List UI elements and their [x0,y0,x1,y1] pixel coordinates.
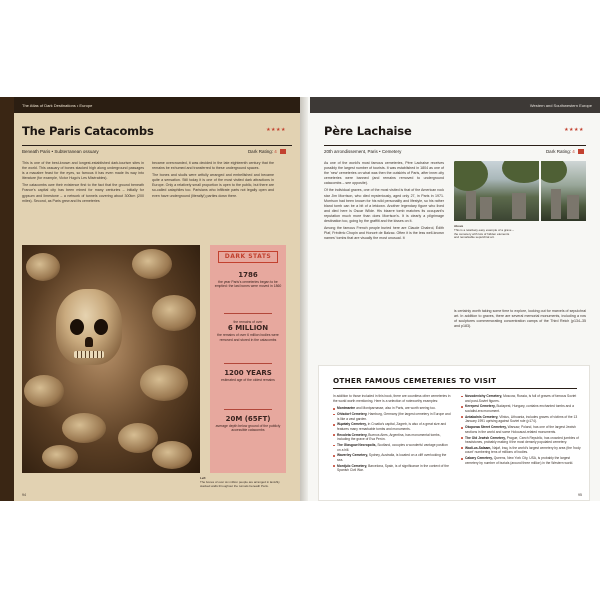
caption-text: The bones of over six million people are arranged in lavishly stacked walls throughout the tunnels beneath Paris. [200,479,280,488]
right-running-header [310,97,600,113]
cemetery-desc: Warsaw, Poland, has one of the largest Jewish sections in the world and some Holocaust-related monuments. [465,425,576,434]
caption-label: Left [200,476,206,480]
dark-rating [546,149,584,154]
cemetery-desc: Hamburg, Germany (the largest cemetery in Europe and is like a vast garden. [337,411,451,421]
cemetery-name: The Glasgow Necropolis, [337,443,377,448]
box-column-2 [461,394,581,467]
stat-description: the year Paris's cemeteries began to be emptied: the last bones were moved in 1860 [214,280,282,289]
list-item [333,422,451,431]
stat-description: estimated age of the oldest remains [221,378,275,382]
stat-value: 20M (65FT) [225,415,271,423]
cemetery-name: Okopowa Street Cemetery, [465,425,507,430]
body-paragraph: The catacombs owe their existence first to the fact that the ground beneath France's capital city has been mined for many centuries – initially for gypsum and limestone – a network of tunnels covering about 300km (200 miles). Second, as Paris grew and its cemeteries [22,183,144,203]
body-column-2 [454,309,586,357]
body-column-1 [324,161,444,361]
tree-shape [454,161,488,191]
list-item [461,415,581,424]
dark-rating-label: Dark Rating: [247,148,273,154]
left-subtitle-row [22,145,292,155]
cemetery-name: Montjuïc Cemetery, [337,463,368,468]
bone-shape [42,445,78,469]
dark-rating-value: 4 [274,148,277,154]
eye-socket [70,319,84,335]
left-title-row [22,121,292,145]
body-paragraph: is certainly worth taking some time to explore, looking out for marvels of sepulchral art. In addition to graves, there are several memorial monuments, including a row of sculptures commemorating concentration camps of the Third Reich (p134–35 and p183). [454,309,586,329]
page-bleed-edge [0,97,14,501]
right-subtitle-row [324,145,586,155]
list-item [333,464,451,473]
cemetery-desc: Moscow, Russia, is full of graves of famous Soviet and post-Soviet figures. [465,394,577,403]
list-item [333,453,451,462]
tomb-shape [567,195,579,219]
list-item [461,436,581,445]
cemetery-name: Kerepesi Cemetery, [465,404,496,409]
tree-shape [502,161,539,183]
body-paragraph: This is one of the best-known and longest-established dark-tourism sites in the world. This ossuary of bones stacked high along underground passages is a macabre feast for the eyes, so famous it has even made its way into literature (for example, Victor Hugo's Les Misérables). [22,161,144,181]
cemetery-name: Antakalnis Cemetery, [465,414,499,419]
cemetery-name: Ohlsdorf Cemetery, [337,411,368,416]
box-title-rule [333,388,577,389]
box-title: OTHER FAMOUS CEMETERIES TO VISIT [333,376,497,385]
stat-description: the remains of over 6 million bodies were removed and stored in the catacombs [217,333,279,342]
bone-shape [152,295,196,331]
caption-text: This is a relatively easy example of a grave – the cemetery with lots of hidden elements and remarkable sepulchral art. [454,227,514,240]
cemetery-desc: and Montparnasse, also in Paris, are worth seeing too. [356,406,436,411]
cemetery-desc: Sydney, Australia, is located on a cliff overlooking the sea. [337,453,447,463]
tomb-shape [551,189,561,219]
cemetery-desc: Budapest, Hungary, contains enchanted tombs and a socialist-era monument. [465,404,574,413]
page-number: 95 [578,493,582,497]
star-rating-icon: ★★★★ [266,127,286,133]
dark-rating-value: 4 [572,148,575,154]
caption-label: Above [454,224,464,228]
list-item [461,425,581,434]
dark-rating-label: Dark Rating: [545,148,571,154]
list-item [461,456,581,465]
cemetery-name: Waverley Cemetery, [337,453,368,458]
cemetery-desc: Buenos Aires, Argentina, has monumental tombs, including the grave of Eva Perón. [337,432,441,442]
dark-rating [248,149,286,154]
cemetery-desc: Queens, New York City, USA, is probably the largest cemetery by number of burials (around three million) in the Western world. [465,456,574,465]
photo-caption [200,477,280,488]
tomb-shape [480,197,492,219]
cemetery-desc: Barcelona, Spain, is of significance in the context of the Spanish Civil War. [337,463,449,473]
left-running-header [14,97,300,113]
stat-divider [224,313,272,314]
star-rating-icon: ★★★★ [564,127,584,133]
body-paragraph: became overcrowded, it was decided in the late eighteenth century that the remains be exhumed and transferred to these underground spaces. [152,161,274,171]
skull-badge-icon [578,149,584,154]
dark-stats-panel [210,245,286,473]
cemetery-desc: in Croatia's capital, Zagreb, is also of a great size and features many remarkable tombs and monuments. [337,422,447,431]
list-item [461,404,581,413]
cemetery-name: Novodevichy Cemetery, [465,394,503,398]
page-number: 94 [22,493,26,497]
bone-shape [152,441,192,469]
box-column-1 [333,394,451,474]
cemetery-name: The Old Jewish Cemetery, [465,435,506,440]
cemetery-name: Montmartre [337,406,356,411]
bone-shape [24,375,64,407]
cemetery-desc: Prague, Czech Republic, has crowded jumbles of headstones, probably making it the most densely populated cemetery. [465,435,579,445]
catacomb-skull-photo [22,245,200,473]
cemetery-name: Recoleta Cemetery, [337,432,368,437]
skull-badge-icon [280,149,286,154]
stat-item [214,319,282,342]
list-item [333,412,451,421]
stat-divider [224,409,272,410]
book-spread [0,97,600,501]
running-head-text: Western and Southwestern Europe [529,103,592,108]
dark-stats-title: DARK STATS [218,251,278,263]
bone-shape [62,413,106,443]
photo-caption [454,225,514,240]
cemetery-name: Cabary Cemetery, [465,456,493,461]
body-column-2 [152,161,274,241]
skull-icon [56,289,122,365]
stat-item [214,415,282,433]
stat-item [214,369,282,382]
bone-shape [26,253,60,281]
bone-shape [118,423,158,453]
tree-shape [541,161,567,183]
stat-value: 6 MILLION [227,324,269,333]
other-cemeteries-box [318,365,590,501]
body-paragraph: The bones and skulls were artfully arranged and embellished and became quite a sensation. Still today it is one of the most visited dark attractions in Europe. Only a relatively small proportion is open to the public, but there are so-called cataphiles too. Parisians who infiltrate parts not legally open and even have underground (literally!) parties down there. [152,173,274,198]
eye-socket [94,319,108,335]
stat-value: 1200 YEARS [224,369,272,377]
running-head-text: The Atlas of Dark Destinations • Europe [22,103,93,108]
teeth [74,351,104,358]
list-item [461,446,581,455]
stat-value: 1786 [238,271,258,279]
cemetery-name: Wadi-us-Salaam, [465,445,492,450]
cemetery-photo-2 [541,161,586,221]
list-item [333,406,451,411]
cemetery-name: Wąwiaty Cemetery, [337,422,367,427]
tomb-shape [466,191,476,219]
nose-cavity [85,337,93,347]
location-subtitle: Beneath Paris • Subterranean ossuary [22,148,99,154]
stat-divider [224,363,272,364]
page-title: Père Lachaise [324,124,412,138]
right-title-row [324,121,586,145]
book-gutter [300,97,308,501]
cemetery-desc: Vilnius, Lithuania, includes graves of victims of the 13 January 1991 uprising against Soviet rule (p174). [465,414,578,424]
stat-description: average depth below ground of the publicly accessible catacombs [215,424,281,433]
tomb-shape [512,193,526,219]
cemetery-desc: Scotland, occupies a wonderful vantage position on a hill. [337,443,448,452]
box-intro: In addition to those included in this book, there are countless other cemeteries in the world worth mentioning. Here is a selection of noteworthy examples: [333,394,451,403]
body-paragraph: Of the individual graves, one of the most visited is that of the American rock star Jim Morrison, who died mysteriously, aged only 27, in Paris in 1971. Morrison had been known for his wild personality and lifestyle, so his rather bland tomb can be a bit of a letdown. Another legendary figure who lived and died here is Oscar Wilde. His bizarre tomb matches its occupant's reputation much more than does Morrison's. It is clearly a pilgrimage destination too, going by the graffiti and the kisses on it. [324,188,444,224]
location-subtitle: 20th arrondissement, Paris • Cemetery [324,148,402,154]
cemetery-photo [454,161,539,221]
body-paragraph: Among the famous French people buried here are Claude Chabrol, Édith Piaf, Frédéric Chopin and Honoré de Balzac. Often it is the less well-known names' tombs that are visually the most unusual. It [324,226,444,241]
body-paragraph: As one of the world's most famous cemeteries, Père Lachaise receives possibly the largest number of tourists. It was established in 1804 as one of the 'new' cemeteries on what was then the outskirts of Paris, after inner-city cemeteries were banned (and remains removed to underground catacombs – see opposite). [324,161,444,186]
cemetery-desc: Najaf, Iraq, is the world's largest cemetery by area (the 'body count' numbering tens of millions of bodies. [465,445,581,455]
bone-shape [140,365,188,401]
page-title: The Paris Catacombs [22,124,154,138]
list-item [333,443,451,452]
body-column-1 [22,161,144,241]
bone-shape [132,249,172,279]
stat-item [214,271,282,289]
list-item [461,394,581,403]
list-item [333,433,451,442]
stat-description: the remains of over [233,320,263,324]
